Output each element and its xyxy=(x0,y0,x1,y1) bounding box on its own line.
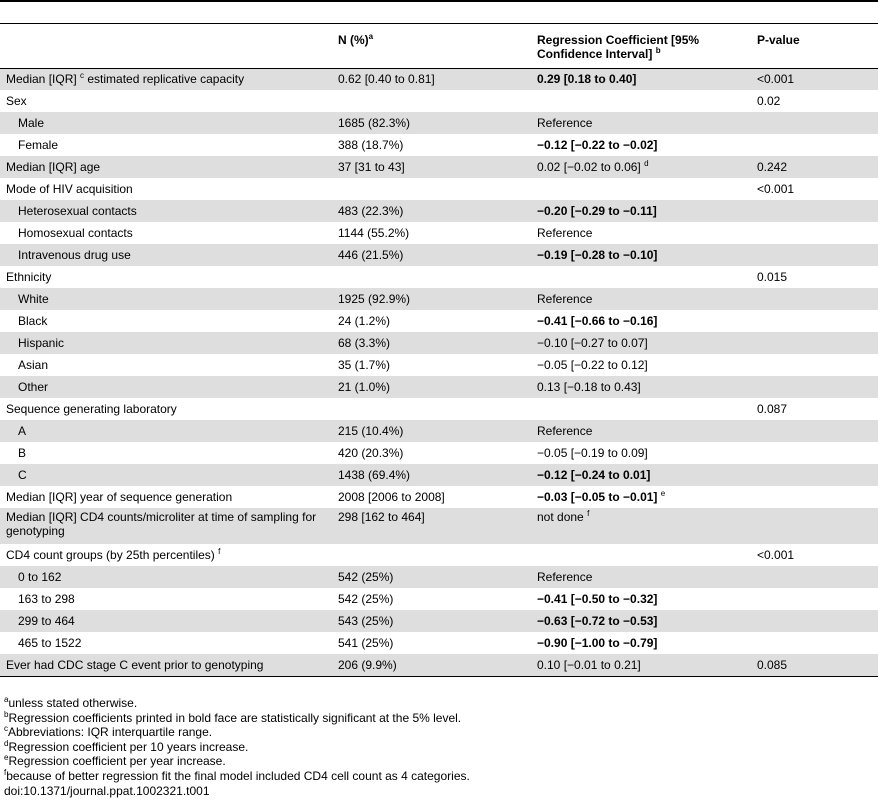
row-coefficient xyxy=(531,90,751,112)
table-row xyxy=(0,398,878,420)
table-row xyxy=(0,566,878,588)
row-p-value xyxy=(751,442,878,464)
row-n-value: 1685 (82.3%) xyxy=(332,112,531,134)
table-row xyxy=(0,464,878,486)
row-n-value: 298 [162 to 464] xyxy=(332,508,531,544)
footnote: $^c$Abbreviations: IQR interquartile range. xyxy=(4,724,213,740)
row-coefficient: −0.10 [−0.27 to 0.07] xyxy=(531,332,751,354)
row-label: Black xyxy=(18,314,48,328)
row-coefficient xyxy=(531,266,751,288)
row-n-value: 35 (1.7%) xyxy=(338,358,391,372)
row-p-value xyxy=(751,376,878,398)
row-n-value xyxy=(332,398,531,420)
row-p-value xyxy=(751,288,878,310)
row-p-value: 0.085 xyxy=(751,654,878,676)
row-p-value: 0.087 xyxy=(757,402,788,416)
table-body xyxy=(0,68,878,676)
table-row xyxy=(0,68,878,90)
row-label: Homosexual contacts xyxy=(18,226,133,240)
row-label: Ever had CDC stage C event prior to genotyping xyxy=(0,654,332,676)
table-row xyxy=(0,354,878,376)
row-n-value: 1144 (55.2%) xyxy=(338,226,410,240)
row-coefficient: −0.63 [−0.72 to −0.53] xyxy=(531,610,751,632)
row-n-value: 542 (25%) xyxy=(338,592,394,606)
row-p-value: <0.001 xyxy=(751,68,878,90)
table-row xyxy=(0,90,878,112)
row-n-value: 446 (21.5%) xyxy=(332,244,531,266)
row-n-value: 37 [31 to 43] xyxy=(332,156,531,178)
row-coefficient: 0.02 [−0.02 to 0.06] $^d$ xyxy=(531,156,751,178)
row-p-value xyxy=(751,508,878,544)
table-row xyxy=(0,632,878,654)
row-p-value xyxy=(751,354,878,376)
table-row xyxy=(0,244,878,266)
row-label: C xyxy=(0,464,332,486)
row-coefficient: −0.05 [−0.22 to 0.12] xyxy=(537,358,648,372)
row-label: White xyxy=(0,288,332,310)
row-label: Male xyxy=(0,112,332,134)
table-row xyxy=(0,134,878,156)
header-variable xyxy=(0,24,332,68)
row-label: Female xyxy=(18,138,59,152)
row-n-value: 215 (10.4%) xyxy=(332,420,531,442)
regression-table xyxy=(0,24,878,677)
row-label: Intravenous drug use xyxy=(0,244,332,266)
row-n-value: 0.62 [0.40 to 0.81] xyxy=(332,68,531,90)
row-coefficient: 0.29 [0.18 to 0.40] xyxy=(531,68,751,90)
row-label: Median [IQR] CD4 counts/microliter at time of sampling for genotyping xyxy=(0,508,332,544)
row-label: Hispanic xyxy=(0,332,332,354)
row-n-value: 388 (18.7%) xyxy=(338,138,404,152)
table-row xyxy=(0,266,878,288)
row-coefficient: −0.41 [−0.66 to −0.16] xyxy=(537,314,658,328)
row-label: Ethnicity xyxy=(6,270,52,284)
row-label: Median [IQR] year of sequence generation xyxy=(6,490,233,504)
row-label: 0 to 162 xyxy=(0,566,332,588)
doi-line: doi:10.1371/journal.ppat.1002321.t001 xyxy=(4,783,210,798)
row-p-value xyxy=(751,566,878,588)
table-row xyxy=(0,544,878,566)
table-row xyxy=(0,332,878,354)
footnote: $^f$because of better regression fit the final model included CD4 cell count as 4 categories. xyxy=(4,767,470,783)
row-n-value xyxy=(332,90,531,112)
row-p-value xyxy=(751,610,878,632)
row-n-value: 21 (1.0%) xyxy=(332,376,531,398)
row-coefficient: Reference xyxy=(531,566,751,588)
row-label: 163 to 298 xyxy=(18,592,75,606)
footnotes xyxy=(4,696,470,798)
footnote: $^d$Regression coefficient per 10 years increase. xyxy=(4,738,249,754)
row-p-value xyxy=(751,464,878,486)
row-n-value xyxy=(332,544,531,566)
row-n-value: 206 (9.9%) xyxy=(332,654,531,676)
table-row xyxy=(0,654,878,676)
table-row xyxy=(0,288,878,310)
row-n-value: 543 (25%) xyxy=(332,610,531,632)
row-label: 465 to 1522 xyxy=(18,636,82,650)
table-row xyxy=(0,200,878,222)
row-n-value: 24 (1.2%) xyxy=(338,314,391,328)
row-label: Sequence generating laboratory xyxy=(6,402,177,416)
row-coefficient xyxy=(531,544,751,566)
table-row xyxy=(0,112,878,134)
row-n-value: 68 (3.3%) xyxy=(332,332,531,354)
row-n-value xyxy=(332,266,531,288)
row-p-value xyxy=(751,222,878,244)
row-coefficient: Reference xyxy=(531,112,751,134)
row-label: Asian xyxy=(18,358,49,372)
table-row xyxy=(0,178,878,200)
table-row xyxy=(0,610,878,632)
row-p-value: 0.02 xyxy=(757,94,781,108)
row-n-value: 2008 [2006 to 2008] xyxy=(338,490,445,504)
row-coefficient: Reference xyxy=(531,288,751,310)
row-coefficient: −0.20 [−0.29 to −0.11] xyxy=(531,200,751,222)
row-coefficient: Reference xyxy=(531,420,751,442)
row-n-value: 420 (20.3%) xyxy=(338,446,404,460)
row-n-value: 542 (25%) xyxy=(332,566,531,588)
table-row xyxy=(0,442,878,464)
row-coefficient xyxy=(531,398,751,420)
header-regression-coefficient: Regression Coefficient [95% Confidence Interval] $^b$ xyxy=(537,33,700,61)
row-label: Other xyxy=(0,376,332,398)
table-row xyxy=(0,222,878,244)
row-coefficient xyxy=(531,178,751,200)
row-label: CD4 count groups (by 25th percentiles) $^f$ xyxy=(6,547,221,562)
table-row xyxy=(0,420,878,442)
row-p-value xyxy=(751,588,878,610)
row-coefficient: Reference xyxy=(537,226,593,240)
header-p-value: P-value xyxy=(757,33,800,47)
row-p-value: <0.001 xyxy=(757,548,795,562)
row-coefficient: −0.19 [−0.28 to −0.10] xyxy=(531,244,751,266)
table-row xyxy=(0,310,878,332)
row-p-value xyxy=(751,112,878,134)
row-p-value xyxy=(751,486,878,508)
row-p-value xyxy=(751,200,878,222)
row-coefficient: −0.41 [−0.50 to −0.32] xyxy=(537,592,658,606)
header-row xyxy=(0,24,878,68)
row-p-value: <0.001 xyxy=(757,182,795,196)
row-coefficient: −0.90 [−1.00 to −0.79] xyxy=(537,636,658,650)
top-rule xyxy=(0,0,878,2)
row-coefficient: −0.12 [−0.24 to 0.01] xyxy=(531,464,751,486)
table-row xyxy=(0,486,878,508)
row-label: Median [IQR] age xyxy=(0,156,332,178)
row-p-value xyxy=(751,632,878,654)
row-label: 299 to 464 xyxy=(0,610,332,632)
row-label: Sex xyxy=(6,94,27,108)
row-coefficient: 0.10 [−0.01 to 0.21] xyxy=(531,654,751,676)
row-p-value xyxy=(751,420,878,442)
row-p-value xyxy=(751,310,878,332)
table-row xyxy=(0,156,878,178)
row-coefficient: −0.12 [−0.22 to −0.02] xyxy=(537,138,658,152)
row-p-value xyxy=(751,134,878,156)
row-p-value xyxy=(751,244,878,266)
row-n-value: 541 (25%) xyxy=(338,636,394,650)
row-label: B xyxy=(18,446,27,460)
row-n-value xyxy=(332,178,531,200)
row-p-value: 0.242 xyxy=(751,156,878,178)
table-row xyxy=(0,508,878,544)
row-n-value: 483 (22.3%) xyxy=(332,200,531,222)
footnote: $^e$Regression coefficient per year increase. xyxy=(4,753,226,769)
row-coefficient: 0.13 [−0.18 to 0.43] xyxy=(531,376,751,398)
row-label: A xyxy=(0,420,332,442)
row-coefficient: not done $^f$ xyxy=(531,508,751,544)
header-n-percent: N (%)$^a$ xyxy=(338,32,374,47)
row-label: Median [IQR] $^c$ estimated replicative capacity xyxy=(0,68,332,90)
row-n-value: 1925 (92.9%) xyxy=(332,288,531,310)
row-label: Heterosexual contacts xyxy=(0,200,332,222)
footnote: $^b$Regression coefficients printed in bold face are statistically significant at the 5% level. xyxy=(4,709,462,725)
row-label: Mode of HIV acquisition xyxy=(6,182,133,196)
table-row xyxy=(0,588,878,610)
row-p-value: 0.015 xyxy=(757,270,788,284)
table-row xyxy=(0,376,878,398)
row-coefficient: −0.03 [−0.05 to −0.01] $^e$ xyxy=(537,489,666,504)
row-p-value xyxy=(751,332,878,354)
footnote: $^a$unless stated otherwise. xyxy=(4,695,138,710)
row-coefficient: −0.05 [−0.19 to 0.09] xyxy=(537,446,648,460)
row-n-value: 1438 (69.4%) xyxy=(332,464,531,486)
